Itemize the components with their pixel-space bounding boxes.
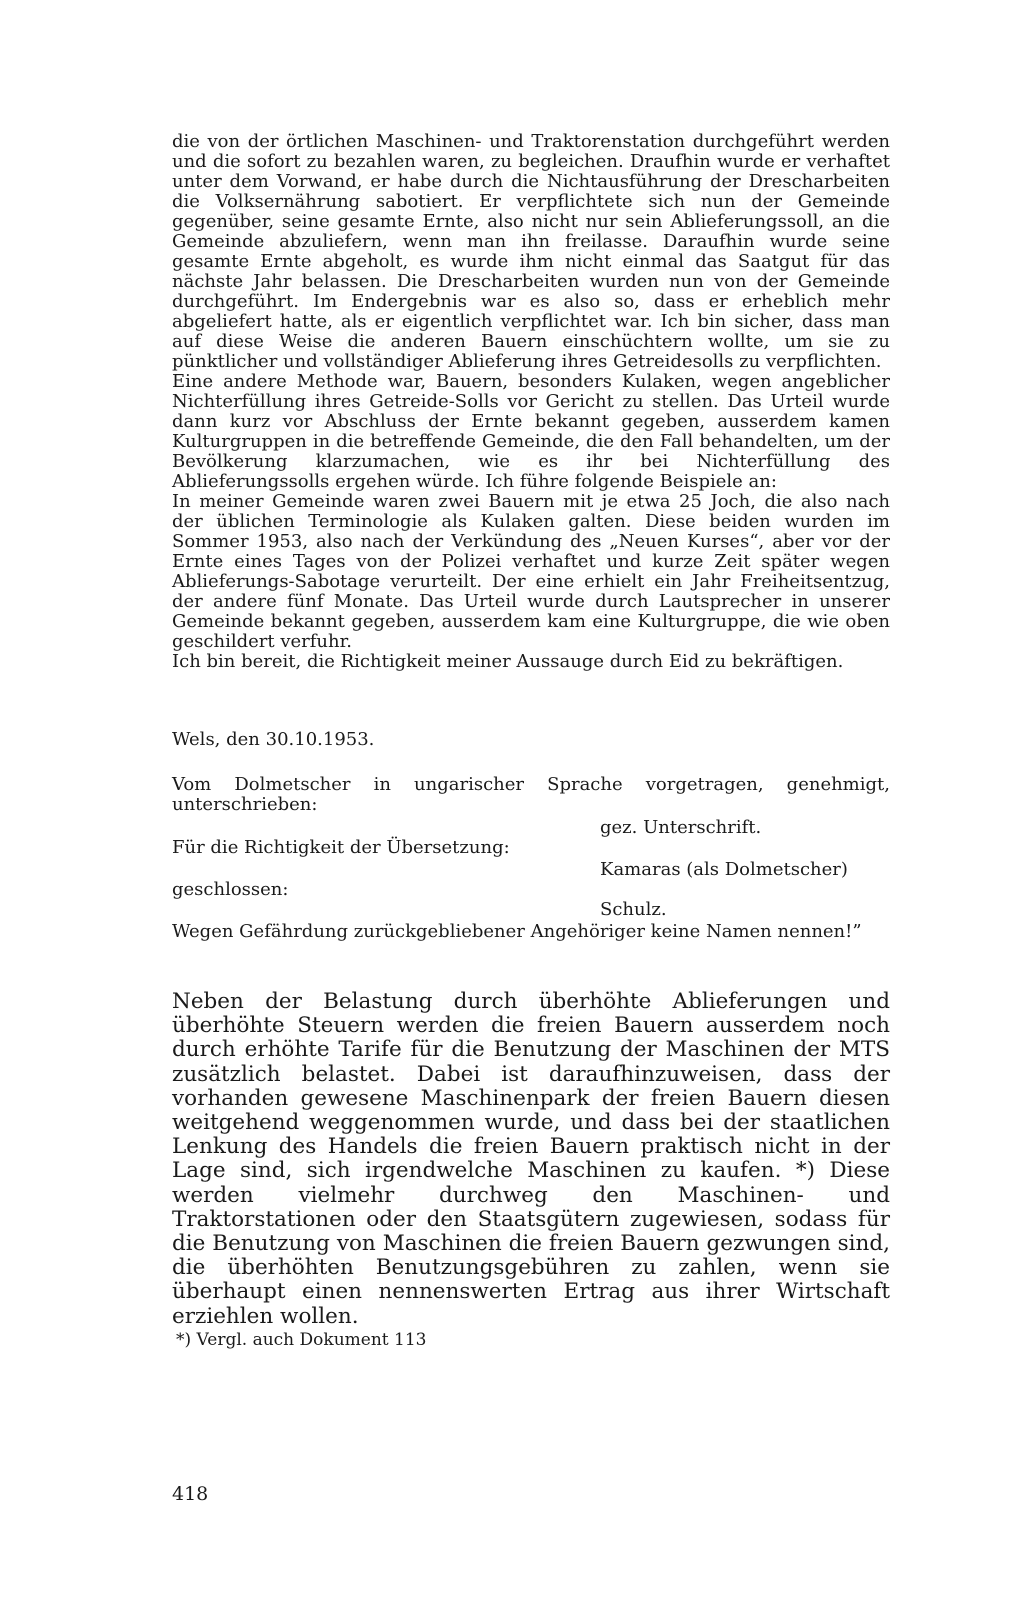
official-signature: Schulz. — [600, 899, 667, 920]
quote-paragraph: Ich bin bereit, die Richtigkeit meiner Aussauge durch Eid zu bekräftigen. — [172, 651, 844, 672]
quote-paragraph: Eine andere Methode war, Bauern, besonders Kulaken, wegen angeblicher Nichterfüllung ihres Getreide-Solls vor Gericht zu stellen. Das Urteil wurde dann kurz vor Abschluss der Ernte bekannt gegeben, ausserdem kamen Kulturgruppen in die betreffende Gemeinde, die den Fall behandelten, um der Bevölkerung klarzumachen, wie es ihr bei Nichterfüllung des Ablieferungssolls ergehen würde. Ich führe folgende Beispiele an: — [172, 371, 890, 492]
place-date: Wels, den 30.10.1953. — [172, 729, 375, 750]
interpreter-note: Vom Dolmetscher in ungarischer Sprache vorgetragen, genehmigt, unterschrieben: — [172, 774, 890, 815]
translation-label: Für die Richtigkeit der Übersetzung: — [172, 837, 510, 858]
main-paragraph: Neben der Belastung durch überhöhte Ablieferungen und überhöhte Steuern werden die freien Bauern ausserdem noch durch erhöhte Tarife für die Benutzung der Maschinen der MTS zusätzlich belastet. Dabei ist daraufhinzuweisen, dass der vorhanden gewesene Maschinenpark der freien Bauern diesen weitgehend weggenommen wurde, und dass bei der staatlichen Lenkung des Handels die freien Bauern praktisch nicht in der Lage sind, sich irgendwelche Maschinen zu kaufen. *) Diese werden vielmehr durchweg den Maschinen- und Traktorstationen oder den Staatsgütern zugewiesen, sodass für die Benutzung von Maschinen die freien Bauern gezwungen sind, die überhöhten Benutzungsgebühren zu zahlen, wenn sie überhaupt einen nennenswerten Ertrag aus ihrer Wirtschaft erziehlen wollen. — [172, 989, 890, 1329]
interpreter-signature: Kamaras (als Dolmetscher) — [600, 859, 848, 880]
testimony-quote — [172, 132, 890, 672]
footnote: *) Vergl. auch Dokument 113 — [176, 1330, 427, 1350]
warning-note: Wegen Gefährdung zurückgebliebener Angehöriger keine Namen nennen!” — [172, 921, 862, 942]
closed-label: geschlossen: — [172, 879, 289, 900]
page-number: 418 — [172, 1483, 209, 1505]
quote-paragraph: die von der örtlichen Maschinen- und Traktorenstation durchgeführt werden und die sofort zu bezahlen waren, zu begleichen. Draufhin wurde er verhaftet unter dem Vorwand, er habe durch die Nichtausführung der Drescharbeiten die Volksernährung sabotiert. Er verpflichtete sich nun der Gemeinde gegenüber, seine gesamte Ernte, also nicht nur sein Ablieferungssoll, an die Gemeinde abzuliefern, wenn man ihn freilasse. Daraufhin wurde seine gesamte Ernte abgeholt, es wurde ihm nicht einmal das Saatgut für das nächste Jahr belassen. Die Drescharbeiten wurden nun von der Gemeinde durchgeführt. Im Endergebnis war es also so, dass er erheblich mehr abgeliefert hatte, als er eigentlich verpflichtet war. Ich bin sicher, dass man auf diese Weise die anderen Bauern einschüchtern wollte, um sie zu pünktlicher und vollständiger Ablieferung ihres Getreidesolls zu verpflichten. — [172, 131, 890, 372]
signature-line: gez. Unterschrift. — [600, 817, 762, 838]
quote-paragraph: In meiner Gemeinde waren zwei Bauern mit je etwa 25 Joch, die also nach der üblichen Terminologie als Kulaken galten. Diese beiden wurden im Sommer 1953, also nach der Verkündung des „Neuen Kurses“, aber vor der Ernte eines Tages von der Polizei verhaftet und kurze Zeit später wegen Ablieferungs-Sabotage verurteilt. Der eine erhielt ein Jahr Freiheitsentzug, der andere fünf Monate. Das Urteil wurde durch Lautsprecher in unserer Gemeinde bekannt gegeben, ausserdem kam eine Kulturgruppe, die wie oben geschildert verfuhr. — [172, 491, 890, 652]
